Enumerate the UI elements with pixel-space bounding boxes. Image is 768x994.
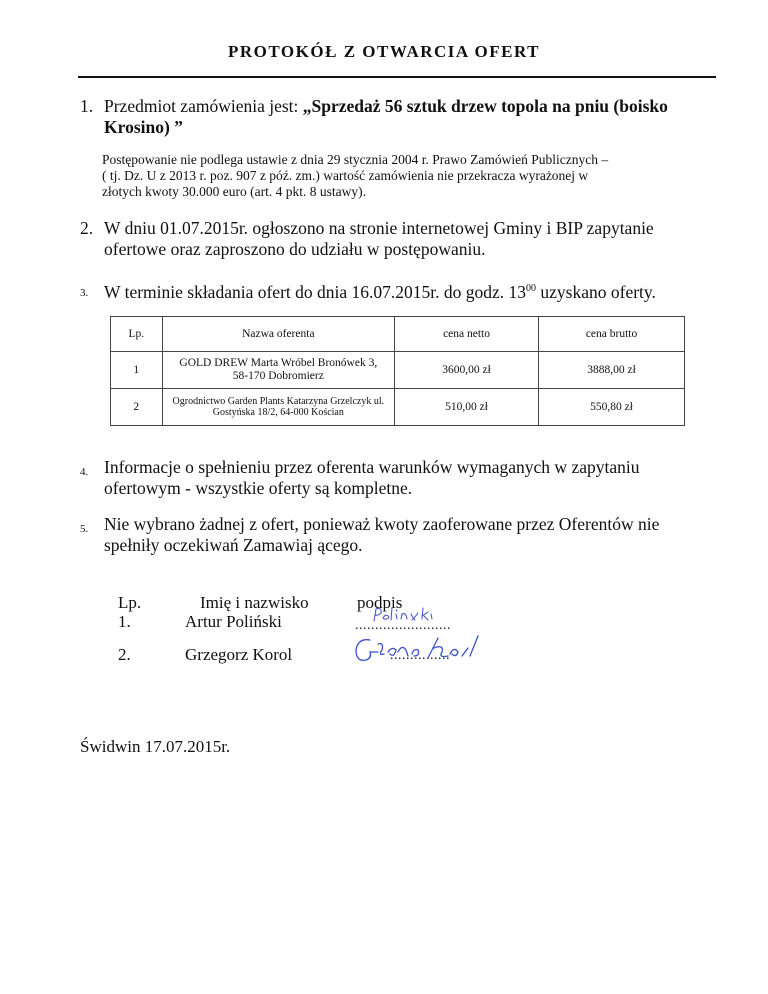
legal-note-line: złotych kwoty 30.000 euro (art. 4 pkt. 8 ustawy). [102,184,366,199]
table-header-row [111,317,685,352]
cell-name-line: Gostyńska 18/2, 64-000 Kościan [212,407,344,418]
header-netto: cena netto [395,317,539,352]
item-3-text [104,278,716,303]
place-and-date: Świdwin 17.07.2015r. [80,737,231,756]
handwritten-signature-1 [370,604,440,626]
header-name: Nazwa oferenta [162,317,394,352]
offers-table [110,316,685,426]
header-lp: Lp. [111,317,163,352]
cell-name [162,352,394,389]
item-1-subject: „Sprzedaż 56 sztuk drzew topola na pniu (boisko Krosino) ” [104,96,668,137]
signature-row-name: Artur Poliński [185,612,282,631]
item-number: 4. [80,466,89,478]
signature-row-lp: 1. [118,612,131,631]
signatures-header-sign: podpis [357,593,403,612]
handwritten-signature-2 [350,630,490,670]
item-3-text-before: W terminie składania ofert do dnia 16.07.2015r. do godz. 13 [104,282,527,302]
cell-brutto: 3888,00 zł [539,352,685,389]
signature-row-lp: 2. [118,645,131,664]
item-number: 1. [80,96,94,116]
item-3-superscript: 00 [526,283,537,294]
cell-brutto: 550,80 zł [539,389,685,426]
item-1-prefix: Przedmiot zamówienia jest: [104,96,303,116]
legal-note [102,152,722,200]
cell-lp: 1 [111,352,163,389]
item-4-text: Informacje o spełnieniu przez oferenta warunków wymaganych w zapytaniu ofertowym - wszystkie oferty są kompletne. [104,457,640,498]
signatures-header-name: Imię i nazwisko [200,593,309,612]
signature-row-name: Grzegorz Korol [185,645,293,664]
item-number: 5. [80,523,89,535]
cell-name-line: GOLD DREW Marta Wróbel Bronówek 3, [179,357,378,369]
item-1-text [104,96,716,138]
item-number: 2. [80,218,94,238]
cell-name-line: Ogrodnictwo Garden Plants Katarzyna Grzelczyk ul. [172,395,385,407]
cell-netto: 3600,00 zł [395,352,539,389]
legal-note-line: ( tj. Dz. U z 2013 r. poz. 907 z póź. zm.) wartość zamówienia nie przekracza wyrażonej w [102,168,589,183]
table-row [111,352,685,389]
item-2-text: W dniu 01.07.2015r. ogłoszono na stronie internetowej Gminy i BIP zapytanie ofertowe oraz zaproszono do udziału w postępowaniu. [104,218,654,259]
legal-note-line: Postępowanie nie podlega ustawie z dnia 29 stycznia 2004 r. Prawo Zamówień Publicznych – [102,152,609,167]
signature-line: ........................ [355,618,451,633]
item-5-text: Nie wybrano żadnej z ofert, ponieważ kwoty zaoferowane przez Oferentów nie spełniły oczekiwań Zamawiaj ącego. [104,514,660,555]
title-divider [78,76,716,78]
cell-lp: 2 [111,389,163,426]
item-3-text-after: uzyskano oferty. [536,282,656,302]
cell-netto: 510,00 zł [395,389,539,426]
item-number: 3. [80,287,89,299]
document-title: PROTOKÓŁ Z OTWARCIA OFERT [228,42,540,61]
cell-name-line: 58-170 Dobromierz [232,370,324,382]
table-row [111,389,685,426]
header-brutto: cena brutto [539,317,685,352]
signature-line: ............... [390,648,450,663]
signatures-header-lp: Lp. [118,593,142,612]
cell-name [162,389,394,426]
